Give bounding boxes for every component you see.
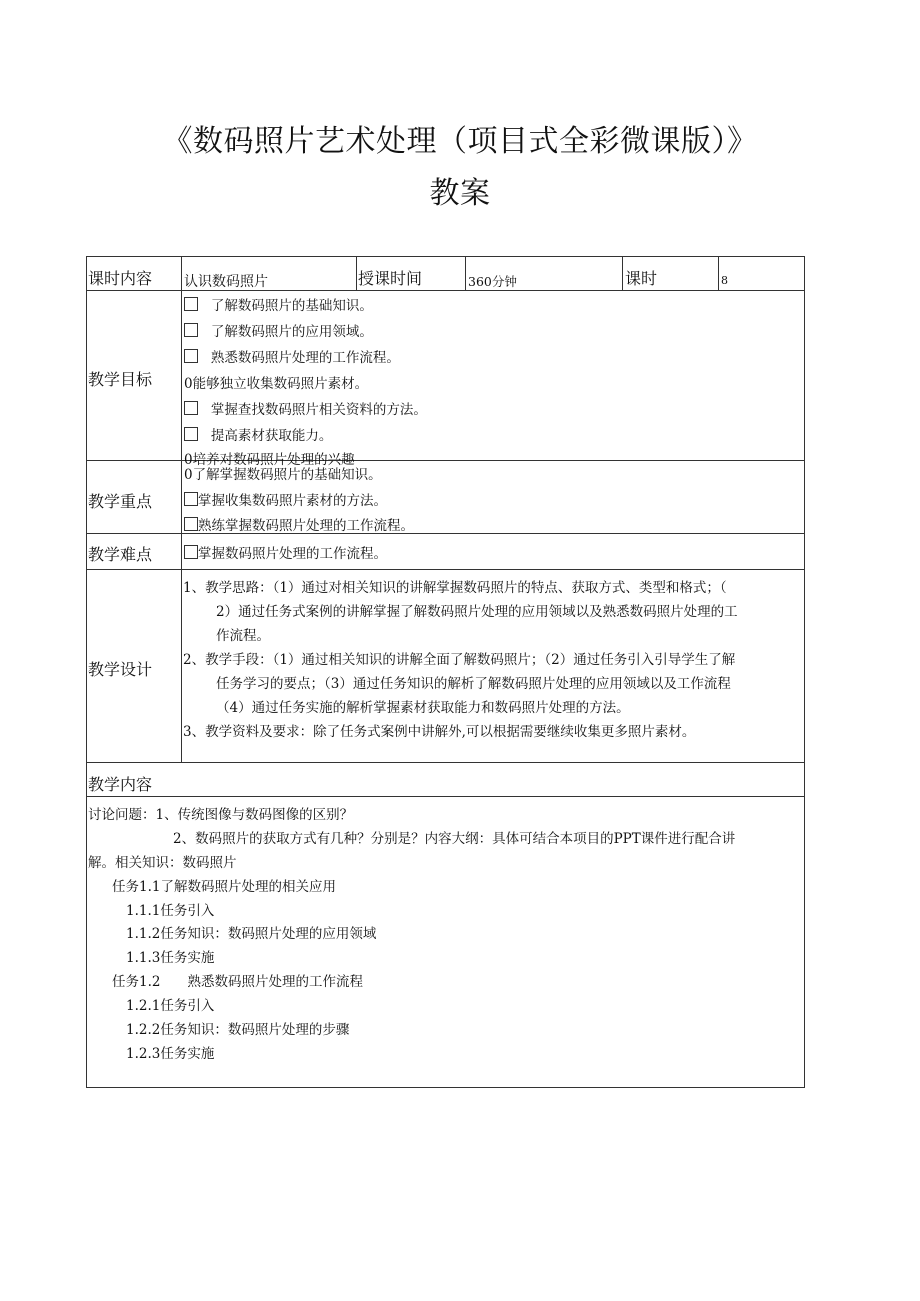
design-line: 作流程。	[216, 628, 270, 644]
table-rule	[86, 1087, 805, 1088]
key-point-item: 掌握收集数码照片素材的方法。	[184, 489, 387, 509]
key-point-item: 0了解掌握数码照片的基础知识。	[184, 467, 382, 483]
table-rule	[86, 762, 805, 763]
checkbox-icon	[184, 323, 198, 337]
difficulties-label: 教学难点	[88, 545, 153, 564]
hours-value: 8	[721, 274, 728, 287]
content-line: 2、数码照片的获取方式有几种？分别是？内容大纲：具体可结合本项目的PPT课件进行配合讲	[173, 831, 736, 847]
objective-item: 掌握查找数码照片相关资料的方法。	[184, 398, 427, 418]
table-rule	[356, 256, 357, 291]
document-title: 《数码照片艺术处理（项目式全彩微课版）》	[162, 124, 758, 159]
design-line: （4）通过任务实施的解析掌握素材获取能力和数码照片处理的方法。	[216, 700, 630, 716]
content-label: 课时内容	[88, 269, 153, 288]
content-line: 1.1.1任务引入	[126, 903, 215, 919]
objective-item: 0能够独立收集数码照片素材。	[184, 376, 369, 392]
key-point-item: 熟练掌握数码照片处理的工作流程。	[184, 514, 414, 534]
content-line: 1.1.2任务知识：数码照片处理的应用领域	[126, 926, 377, 942]
objective-item: 了解数码照片的基础知识。	[184, 294, 373, 314]
content-line: 解。相关知识：数码照片	[88, 855, 237, 871]
document-subtitle: 教案	[429, 176, 491, 211]
design-line: 2、教学手段：（1）通过相关知识的讲解全面了解数码照片；（2）通过任务引入引导学生了解	[183, 652, 736, 668]
objectives-label: 教学目标	[88, 370, 153, 389]
table-rule	[86, 256, 805, 257]
design-line: 3、教学资料及要求：除了任务式案例中讲解外,可以根据需要继续收集更多照片素材。	[183, 724, 696, 740]
objective-item: 提高素材获取能力。	[184, 424, 332, 444]
objective-item: 了解数码照片的应用领域。	[184, 320, 373, 340]
table-rule	[804, 256, 805, 1088]
time-value: 360分钟	[468, 274, 517, 289]
hours-label: 课时	[625, 269, 658, 288]
checkbox-icon	[184, 349, 198, 363]
difficulty-item: 掌握数码照片处理的工作流程。	[184, 542, 387, 562]
design-line: 2）通过任务式案例的讲解掌握了解数码照片处理的应用领域以及熟悉数码照片处理的工	[216, 604, 738, 620]
content-value: 认识数码照片	[184, 274, 268, 290]
content-section-label: 教学内容	[88, 775, 153, 794]
content-line: 讨论问题：1、传统图像与数码图像的区别？	[88, 807, 354, 823]
content-line: 1.1.3任务实施	[126, 950, 215, 966]
content-line: 任务1.1了解数码照片处理的相关应用	[112, 879, 336, 895]
design-line: 任务学习的要点；（3）通过任务知识的解析了解数码照片处理的应用领域以及工作流程	[216, 676, 731, 692]
table-rule	[718, 256, 719, 291]
checkbox-icon	[184, 492, 198, 506]
content-line: 1.2.3任务实施	[126, 1046, 215, 1062]
objective-item: 0培养对数码照片处理的兴趣	[184, 452, 355, 468]
checkbox-icon	[184, 427, 198, 441]
key-points-label: 教学重点	[88, 492, 153, 511]
checkbox-icon	[184, 517, 198, 531]
table-rule	[622, 256, 623, 291]
checkbox-icon	[184, 545, 198, 559]
objectives-list	[182, 291, 802, 468]
table-rule	[86, 796, 805, 797]
checkbox-icon	[184, 401, 198, 415]
time-label: 授课时间	[358, 269, 423, 288]
design-label: 教学设计	[88, 660, 153, 679]
design-text	[182, 570, 804, 760]
checkbox-icon	[184, 297, 198, 311]
table-rule	[86, 256, 87, 1088]
objective-item: 熟悉数码照片处理的工作流程。	[184, 346, 400, 366]
table-rule	[465, 256, 466, 291]
content-line: 1.2.2任务知识：数码照片处理的步骤	[126, 1022, 350, 1038]
content-line: 1.2.1任务引入	[126, 998, 215, 1014]
design-line: 1、教学思路：（1）通过对相关知识的讲解掌握数码照片的特点、获取方式、类型和格式；（	[183, 580, 727, 596]
content-line: 任务1.2 熟悉数码照片处理的工作流程	[112, 974, 363, 990]
